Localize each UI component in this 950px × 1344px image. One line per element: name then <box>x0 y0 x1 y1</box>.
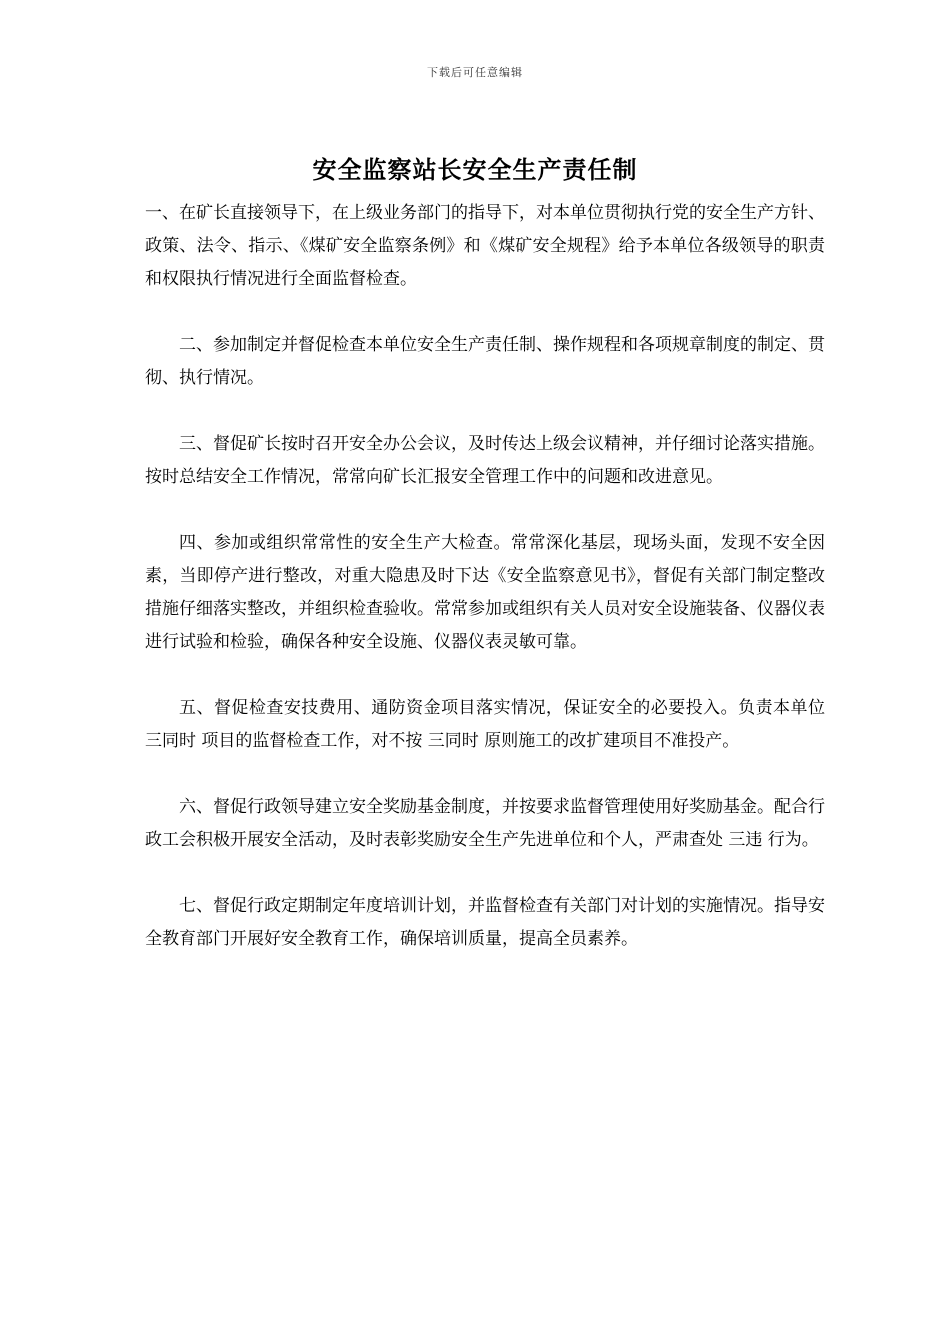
document-title: 安全监察站长安全生产责任制 <box>312 155 638 184</box>
paragraph-4: 四、参加或组织常常性的安全生产大检查。常常深化基层，现场头面，发现不安全因素，当即停产进行整改，对重大隐患及时下达《安全监察意见书》，督促有关部门制定整改措施仔细落实整改，并组织检查验收。常常参加或组织有关人员对安全设施装备、仪器仪表进行试验和检验，确保各种安全设施、仪器仪表灵敏可靠。 <box>145 533 825 652</box>
paragraph-2: 二、参加制定并督促检查本单位安全生产责任制、操作规程和各项规章制度的制定、贯彻、执行情况。 <box>145 335 825 388</box>
document-body <box>145 197 825 956</box>
paragraph-1: 一、在矿长直接领导下，在上级业务部门的指导下，对本单位贯彻执行党的安全生产方针、政策、法令、指示、《煤矿安全监察条例》和《煤矿安全规程》给予本单位各级领导的职责和权限执行情况进行全面监督检查。 <box>145 203 825 289</box>
paragraph-7: 七、督促行政定期制定年度培训计划，并监督检查有关部门对计划的实施情况。指导安全教育部门开展好安全教育工作，确保培训质量，提高全员素养。 <box>145 896 825 949</box>
paragraph-3: 三、督促矿长按时召开安全办公会议，及时传达上级会议精神，并仔细讨论落实措施。按时总结安全工作情况，常常向矿长汇报安全管理工作中的问题和改进意见。 <box>145 434 825 487</box>
page-header-note: 下载后可任意编辑 <box>427 66 523 79</box>
paragraph-5: 五、督促检查安技费用、通防资金项目落实情况，保证安全的必要投入。负责本单位 三同时 项目的监督检查工作，对不按 三同时 原则施工的改扩建项目不准投产。 <box>145 698 825 751</box>
paragraph-6: 六、督促行政领导建立安全奖励基金制度，并按要求监督管理使用好奖励基金。配合行政工会积极开展安全活动，及时表彰奖励安全生产先进单位和个人，严肃查处 三违 行为。 <box>145 797 825 850</box>
